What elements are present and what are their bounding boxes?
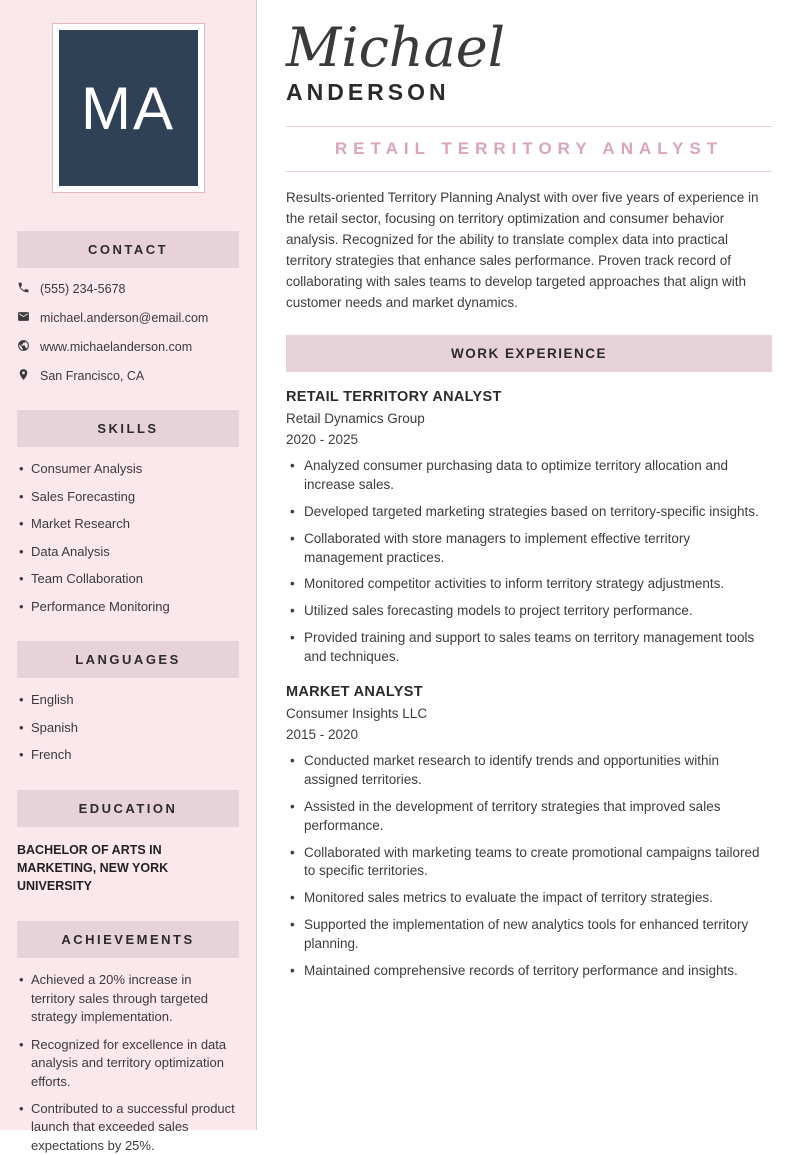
skill-item: • Market Research [17, 515, 239, 533]
job-bullet: • Provided training and support to sales teams on territory management tools and techniques. [286, 629, 772, 667]
job-bullet: • Assisted in the development of territory strategies that improved sales performance. [286, 798, 772, 836]
job-bullet: • Conducted market research to identify trends and opportunities within assigned territories. [286, 752, 772, 790]
job-dates: 2015 - 2020 [286, 726, 359, 742]
contact-phone-text: (555) 234-5678 [40, 282, 126, 296]
achievement-item: • Contributed to a successful product launch that exceeded sales expectations by 25%. [17, 1100, 239, 1155]
candidate-job-title: RETAIL TERRITORY ANALYST [334, 138, 724, 158]
job-role: MARKET ANALYST [286, 683, 423, 700]
contact-section-header: CONTACT [17, 231, 239, 268]
job-company: Consumer Insights LLC [286, 705, 428, 721]
job-bullet: • Supported the implementation of new analytics tools for enhanced territory planning. [286, 916, 772, 954]
contact-item-phone [17, 281, 239, 297]
main-content [257, 0, 800, 1130]
email-icon [17, 310, 30, 326]
contact-list [17, 281, 239, 384]
achievement-item: • Recognized for excellence in data analysis and territory optimization efforts. [17, 1036, 239, 1091]
languages-section-header: LANGUAGES [17, 641, 239, 678]
job-bullet: • Monitored sales metrics to evaluate the impact of territory strategies. [286, 889, 772, 908]
language-item: • Spanish [17, 719, 239, 737]
contact-item-website [17, 339, 239, 355]
profile-initials: MA [59, 30, 198, 186]
job-bullet: • Maintained comprehensive records of territory performance and insights. [286, 962, 772, 981]
professional-summary: Results-oriented Territory Planning Analyst with over five years of experience in the retail sector, focusing on territory optimization and consumer behavior analysis. Recognized for the ability to translate complex data into practical territory strategies that enhance sales performance. Proven track record of collaborating with sales teams to develop targeted approaches that align with customer needs and market dynamics. [286, 189, 759, 310]
skill-item: • Performance Monitoring [17, 598, 239, 616]
skill-item: • Sales Forecasting [17, 488, 239, 506]
language-item: • English [17, 691, 239, 709]
job-dates: 2020 - 2025 [286, 431, 359, 447]
skill-item: • Team Collaboration [17, 570, 239, 588]
education-section-header: EDUCATION [17, 790, 239, 827]
achievements-list [17, 971, 239, 1155]
job-bullet-list [286, 752, 772, 981]
job-bullet: • Monitored competitor activities to inform territory strategy adjustments. [286, 575, 772, 594]
job-bullet: • Utilized sales forecasting models to project territory performance. [286, 602, 772, 621]
sidebar [0, 0, 257, 1153]
job-bullet: • Developed targeted marketing strategies based on territory-specific insights. [286, 503, 772, 522]
contact-location-text: San Francisco, CA [40, 369, 145, 383]
job-company: Retail Dynamics Group [286, 410, 425, 426]
languages-list [17, 691, 239, 764]
candidate-last-name: ANDERSON [286, 78, 450, 105]
contact-website-text: www.michaelanderson.com [40, 340, 193, 354]
skills-list [17, 460, 239, 615]
achievement-item: • Achieved a 20% increase in territory sales through targeted strategy implementation. [17, 971, 239, 1026]
work-experience-section-header: WORK EXPERIENCE [286, 335, 772, 372]
skill-item: • Consumer Analysis [17, 460, 239, 478]
contact-email-text: michael.anderson@email.com [40, 311, 209, 325]
contact-item-location [17, 368, 239, 384]
language-item: • French [17, 746, 239, 764]
experience-entry [286, 389, 772, 667]
profile-photo-frame [52, 23, 205, 193]
job-bullet: • Collaborated with store managers to implement effective territory management practices. [286, 530, 772, 568]
skill-item: • Data Analysis [17, 543, 239, 561]
achievements-section-header: ACHIEVEMENTS [17, 921, 239, 958]
phone-icon [17, 281, 30, 297]
contact-item-email [17, 310, 239, 326]
divider [286, 171, 772, 172]
job-bullet: • Collaborated with marketing teams to create promotional campaigns tailored to specific territories. [286, 844, 772, 882]
skills-section-header: SKILLS [17, 410, 239, 447]
candidate-first-name: Michael [286, 16, 506, 79]
education-degree: BACHELOR OF ARTS IN MARKETING, NEW YORK UNIVERSITY [17, 842, 169, 894]
job-bullet: • Analyzed consumer purchasing data to optimize territory allocation and increase sales. [286, 457, 772, 495]
location-icon [17, 368, 30, 384]
job-bullet-list [286, 457, 772, 667]
experience-entry [286, 684, 772, 981]
globe-icon [17, 339, 30, 355]
job-role: RETAIL TERRITORY ANALYST [286, 388, 502, 405]
